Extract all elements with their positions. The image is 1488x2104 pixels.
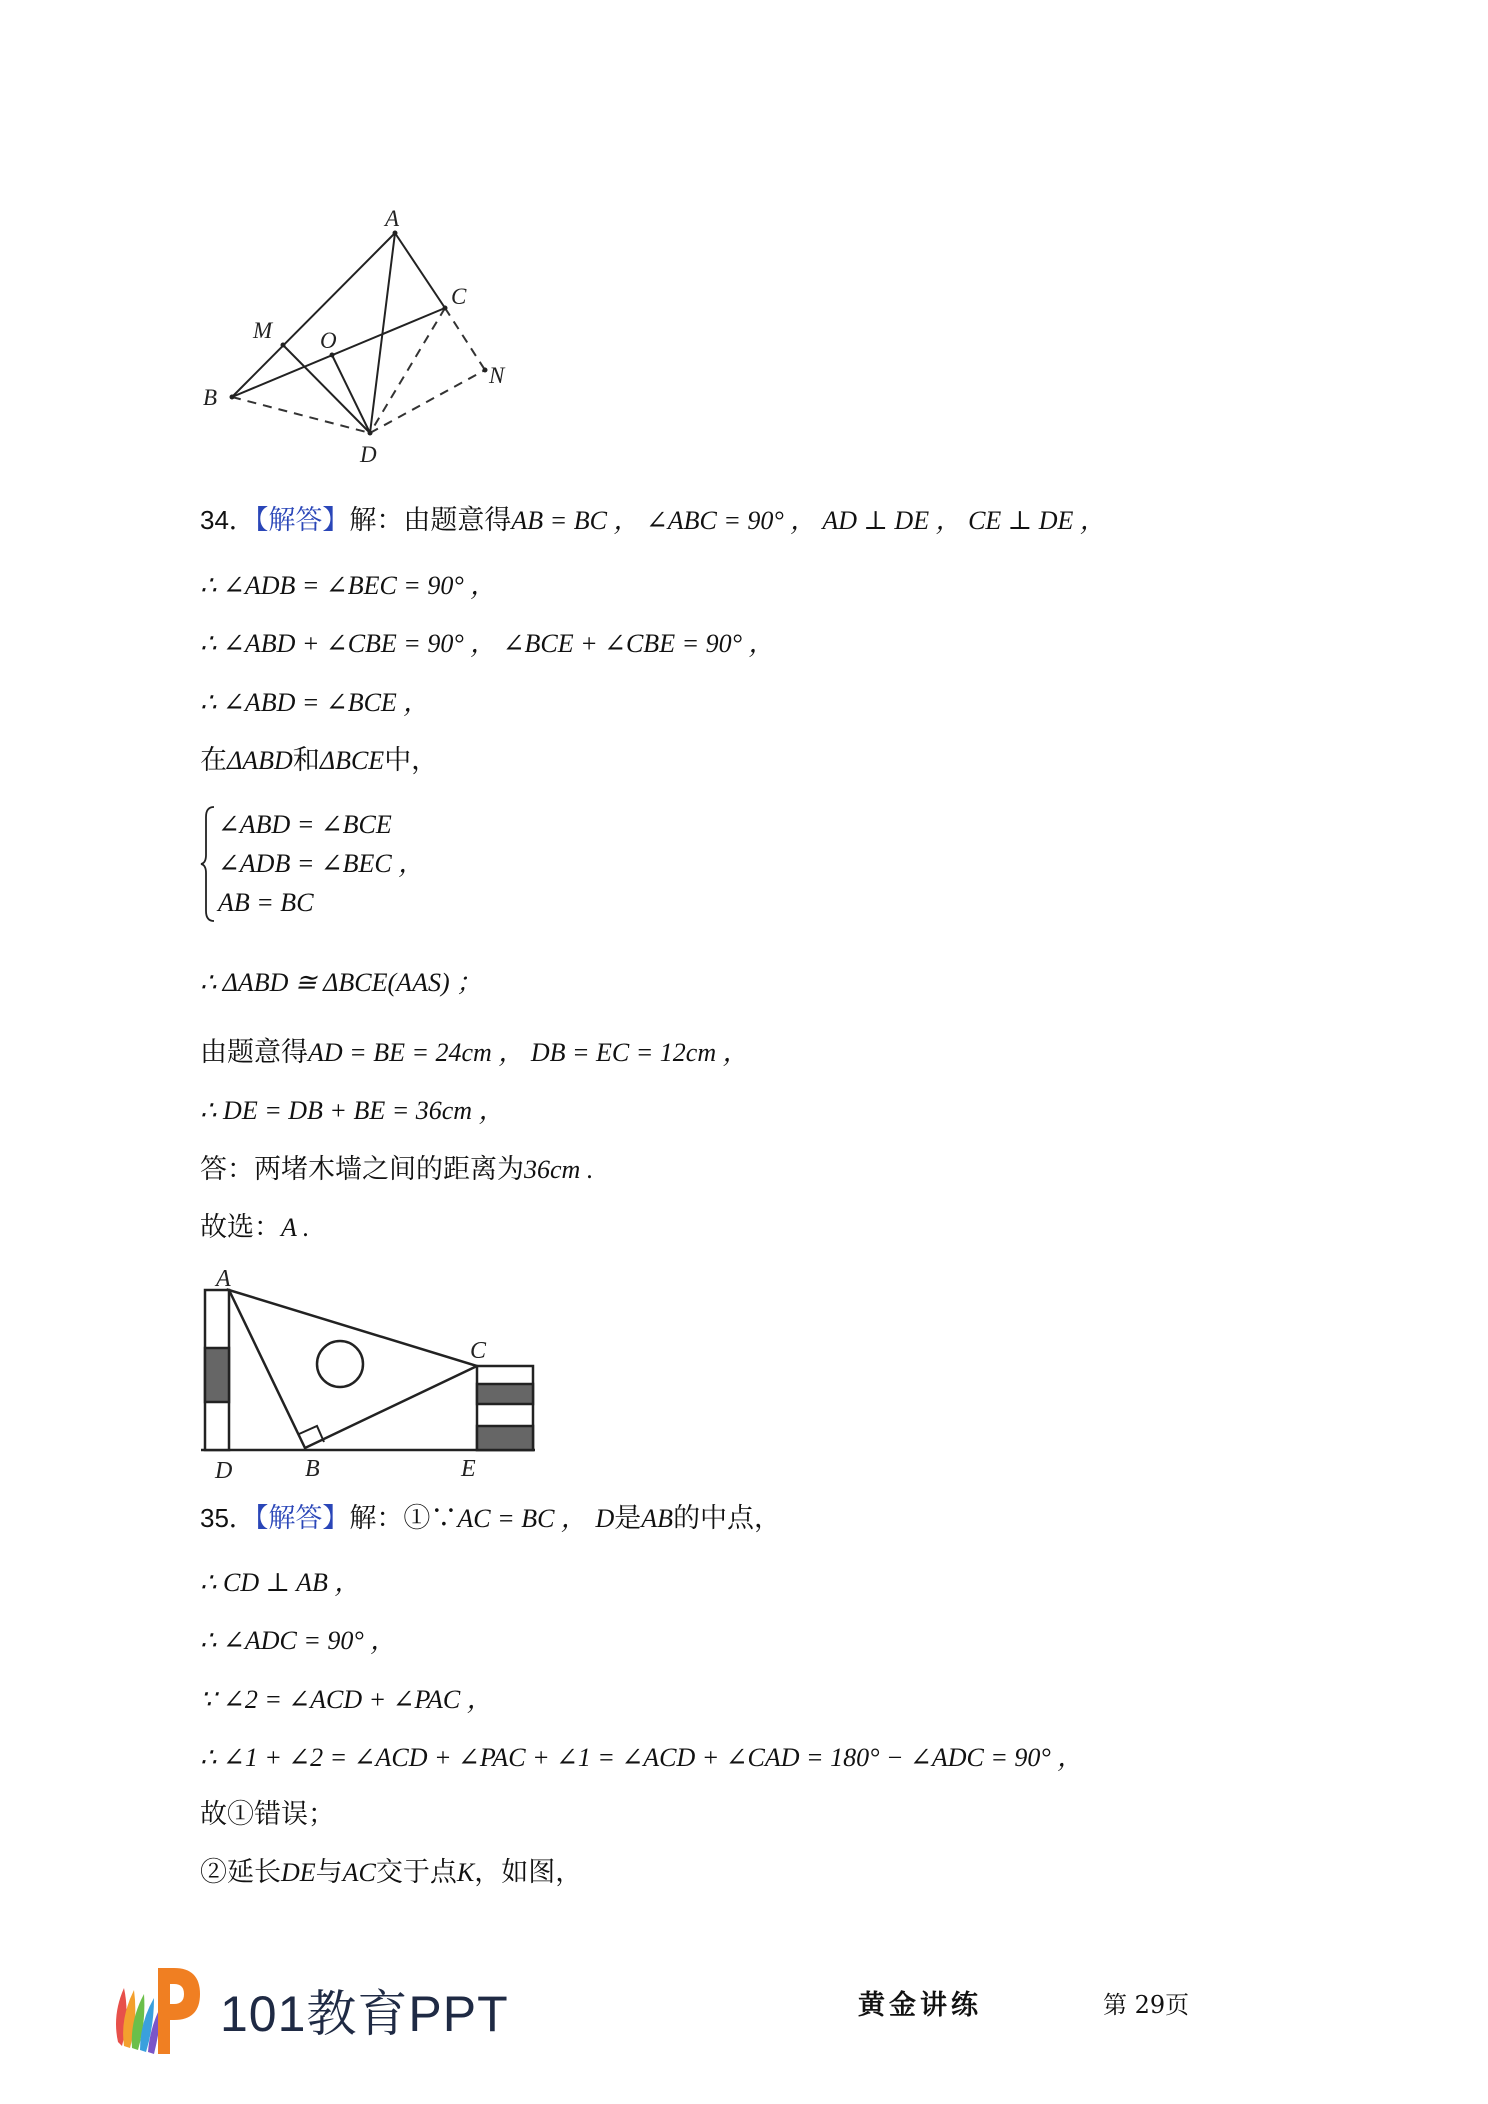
q35-line-1-f: 的中点， — [673, 1503, 782, 1534]
seg-BD-dashed — [232, 397, 370, 433]
q34-line-7 — [200, 1035, 749, 1071]
figure-quadrilateral — [195, 200, 525, 475]
q35-line-7-a: ②延长 — [200, 1857, 281, 1888]
q35-line-6: 故①错误； — [200, 1799, 335, 1830]
seg-AC — [395, 233, 445, 308]
q34-line-10-math: A . — [281, 1213, 310, 1242]
label-O: O — [320, 328, 337, 353]
fig2-label-C: C — [470, 1338, 487, 1364]
footer-brand: 101教育PPT — [220, 1986, 509, 2042]
footer-title: 黄金讲练 — [858, 1990, 982, 2021]
label-B: B — [203, 385, 218, 410]
q34-line-5-b: ΔABD — [227, 746, 293, 775]
q34-line-5-a: 在 — [200, 745, 227, 776]
q35-line-1-a: 解：①∵ — [349, 1503, 458, 1534]
q34-line-10 — [200, 1210, 309, 1246]
q34-number: 34． — [200, 505, 255, 535]
q34-line-5 — [200, 743, 438, 779]
q34-line-5-e: 中， — [384, 745, 439, 776]
q35-line-7-e: 交于点 — [375, 1857, 457, 1888]
right-wall-block-2 — [477, 1426, 533, 1450]
q35-line-7 — [200, 1855, 582, 1891]
q34-line-2: ∴ ∠ADB = ∠BEC = 90° ， — [200, 571, 497, 600]
seg-AB — [232, 233, 395, 397]
q35-line-3: ∴ ∠ADC = 90° ， — [200, 1626, 397, 1655]
q34-system-eq3: AB = BC — [218, 888, 314, 917]
label-A: A — [385, 206, 400, 231]
q35-line-4: ∵ ∠2 = ∠ACD + ∠PAC ， — [200, 1685, 493, 1714]
q35-line-7-c: 与 — [315, 1857, 343, 1888]
left-wall-block — [205, 1348, 229, 1402]
q34-system-eq1: ∠ABD = ∠BCE — [218, 810, 392, 839]
q35-number: 35． — [200, 1503, 255, 1533]
q35-answer-tag: 【解答】 — [254, 1503, 350, 1534]
label-M: M — [253, 318, 273, 343]
q34-line-9-math: 36cm . — [524, 1155, 594, 1184]
q34-system-eq2: ∠ADB = ∠BEC ， — [218, 849, 425, 878]
label-N: N — [489, 363, 505, 388]
q35-line-7-b: DE — [281, 1858, 316, 1887]
triangle-ABC — [229, 1290, 477, 1448]
seg-AD — [370, 233, 395, 433]
brand-logo-icon — [112, 1960, 204, 2056]
seg-DN-dashed — [370, 370, 485, 433]
q34-line-10-text: 故选： — [200, 1212, 281, 1243]
fig2-label-D: D — [215, 1458, 233, 1484]
fig2-label-B: B — [305, 1456, 320, 1482]
q34-line-5-d: ΔBCE — [319, 746, 385, 775]
seg-CN-dashed — [445, 308, 485, 370]
q35-line-1 — [200, 1500, 781, 1537]
q35-line-1-b: AC = BC ， — [457, 1504, 587, 1533]
q35-line-7-d: AC — [342, 1858, 376, 1887]
q34-line-1-math: AB = BC ， ∠ABC = 90° ， AD ⊥ DE ， CE ⊥ DE ， — [511, 506, 1106, 535]
label-D: D — [360, 442, 377, 467]
q35-line-2: ∴ CD ⊥ AB ， — [200, 1568, 361, 1597]
q34-line-6: ∴ ΔABD ≅ ΔBCE(AAS) ； — [200, 968, 483, 997]
q35-line-5: ∴ ∠1 + ∠2 = ∠ACD + ∠PAC + ∠1 = ∠ACD + ∠CAD = 180° − ∠ADC = 90° ， — [200, 1743, 1084, 1772]
q34-line-7-math: AD = BE = 24cm ， DB = EC = 12cm ， — [308, 1038, 749, 1067]
seg-OD — [332, 355, 370, 433]
q34-line-9-text: 答：两堵木墙之间的距离为 — [200, 1154, 524, 1185]
q34-line-1 — [200, 502, 1106, 539]
q34-answer-tag: 【解答】 — [254, 505, 350, 536]
q34-line-4: ∴ ∠ABD = ∠BCE ， — [200, 688, 430, 717]
q35-line-1-c: D — [595, 1504, 615, 1533]
q34-line-1-text: 解：由题意得 — [349, 505, 512, 536]
q34-line-7-text: 由题意得 — [200, 1037, 308, 1068]
right-wall-block-1 — [477, 1384, 533, 1404]
q35-line-1-e: AB — [641, 1504, 674, 1533]
q35-line-1-d: 是 — [614, 1503, 642, 1534]
q34-line-5-c: 和 — [292, 745, 320, 776]
q35-line-7-f: K — [456, 1858, 475, 1887]
system-brace — [200, 805, 216, 923]
q34-line-3: ∴ ∠ABD + ∠CBE = 90° ， ∠BCE + ∠CBE = 90° ， — [200, 629, 775, 658]
fig2-label-A: A — [216, 1266, 231, 1292]
q34-line-9 — [200, 1152, 593, 1188]
label-C: C — [451, 284, 467, 309]
figure-walls — [195, 1262, 545, 1487]
q34-line-8: ∴ DE = DB + BE = 36cm ， — [200, 1096, 505, 1125]
fig2-label-E: E — [461, 1456, 476, 1482]
footer-page-number: 第 29页 — [1103, 1991, 1190, 2019]
seg-CD-dashed — [370, 308, 445, 433]
q35-line-7-g: ，如图， — [474, 1857, 583, 1888]
